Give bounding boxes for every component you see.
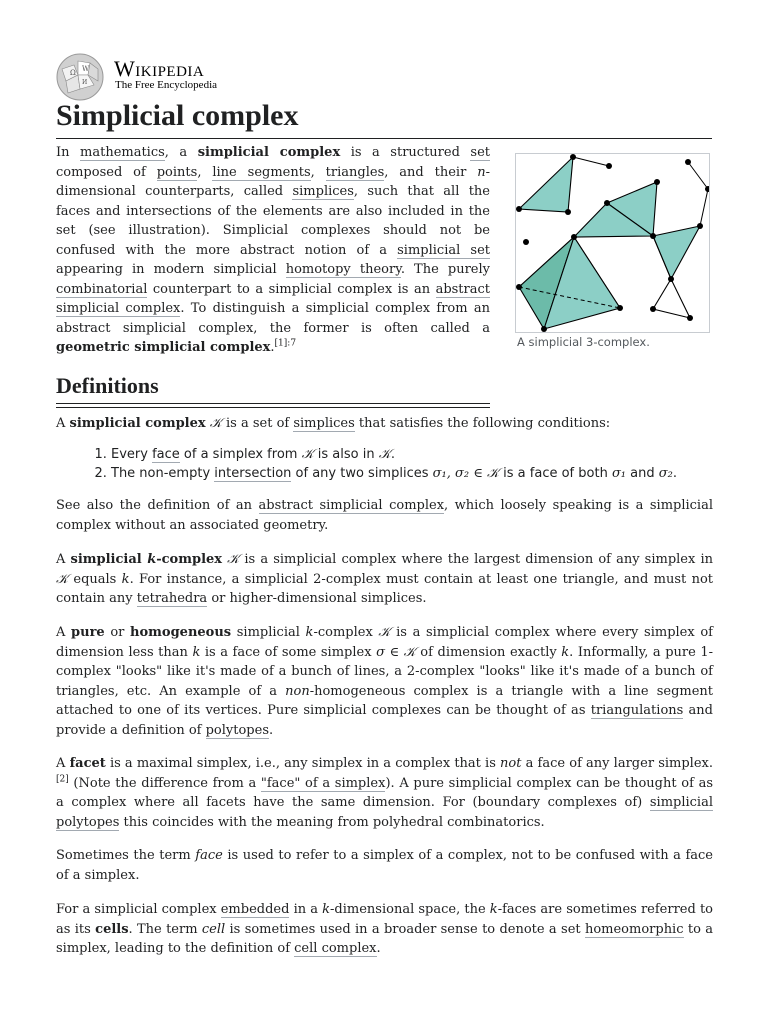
figure-caption: A simplicial 3-complex. — [517, 335, 650, 349]
wikipedia-wordmark[interactable]: Wikipedia — [114, 56, 205, 81]
cells-paragraph: For a simplicial complex embedded in a k-dimensional space, the k-faces are sometimes referred to as its cells. The term cell is sometimes used in a broader sense to denote a set homeomorphic to a simplex, leading to the definition of cell complex. — [56, 902, 713, 956]
svg-text:И: И — [82, 79, 88, 86]
edge-right-down — [700, 189, 708, 226]
link-points[interactable]: points — [156, 164, 198, 180]
definition-paragraph: A simplicial complex 𝒦 is a set of simplices that satisfies the following conditions: — [56, 416, 611, 431]
reference-1[interactable]: [1]:7 — [274, 338, 297, 349]
condition-1: 1. Every face of a simplex from 𝒦 is also in 𝒦. — [111, 445, 711, 464]
link-simplices[interactable]: simplices — [292, 184, 354, 199]
link-simplicial-polytopes[interactable]: simplicial polytopes — [56, 795, 713, 830]
reference-2[interactable]: [2] — [56, 774, 69, 785]
link-triangles[interactable]: triangles — [325, 164, 385, 180]
link-abstract-simplicial-complex[interactable]: abstract simplicial complex — [56, 281, 490, 316]
page-title: Simplicial complex — [56, 96, 712, 139]
triangle-top-left — [519, 157, 573, 212]
link-simplices-2[interactable]: simplices — [293, 416, 355, 431]
condition-2: 2. The non-empty intersection of any two simplices σ₁, σ₂ ∈ 𝒦 is a face of both σ₁ and σ₂. — [111, 464, 711, 483]
link-simplicial-set[interactable]: simplicial set — [397, 242, 490, 258]
pure-complex-paragraph: A pure or homogeneous simplicial k-complex 𝒦 is a simplicial complex where every simplex of dimension less than k is a face of some simplex σ ∈ 𝒦 of dimension exactly k. Informally, a pure 1-complex "looks" like it's made of a bunch of lines, a 2-complex "looks" like it's made of a bunch of triangles, etc. An example of a non-homogeneous complex is a triangle with a line segment attached to one of its vertices. Pure simplicial complexes can be thought of as triangulations and provide a definition of polytopes. — [56, 625, 714, 738]
link-homotopy-theory[interactable]: homotopy theory — [285, 262, 401, 277]
wikipedia-globe-icon[interactable] — [56, 53, 104, 101]
link-embedded[interactable]: embedded — [220, 902, 290, 917]
link-polytopes[interactable]: polytopes — [205, 722, 269, 738]
empty-triangle — [653, 279, 690, 318]
simplicial-complex-illustration[interactable] — [515, 153, 710, 333]
svg-text:Ω: Ω — [70, 69, 76, 77]
conditions-list — [56, 445, 711, 483]
link-line-segments[interactable]: line segments — [212, 164, 311, 180]
link-face[interactable]: face — [152, 447, 180, 462]
link-set[interactable]: set — [470, 145, 490, 160]
svg-text:W: W — [82, 65, 90, 73]
see-also-paragraph: See also the definition of an abstract simplicial complex, which loosely speaking is a simplicial complex without an associated geometry. — [56, 498, 714, 533]
face-term-paragraph: Sometimes the term face is used to refer to a simplex of a complex, not to be confused with a face of a simplex. — [56, 848, 713, 883]
intro-paragraph: In mathematics, a simplicial complex is a structured set composed of points, line segments, triangles, and their n-dimensional counterparts, called simplices, such that all the faces and intersections of the elements are also included in the set (see illustration). Simplicial complexes should not be confused with the more abstract notion of a simplicial set appearing in modern simplicial homotopy theory. The purely combinatorial counterpart to a simplicial complex is an abstract simplicial complex. To distinguish a simplicial complex from an abstract simplicial complex, the former is often called a geometric simplicial complex.$^{[1]:7}$ — [56, 145, 490, 355]
link-intersection[interactable]: intersection — [214, 466, 292, 481]
edge-top — [573, 157, 609, 166]
facet-paragraph: A facet is a maximal simplex, i.e., any simplex in a complex that is not a face of any larger simplex.[2] (Note the difference from a "face" of a simplex). A pure simplicial complex can be thought of as a complex where all facets have the same dimension. For (boundary complexes of) simplicial polytopes this coincides with the meaning from polyhedral combinatorics. — [56, 756, 713, 830]
link-abstract-simplicial-complex-2[interactable]: abstract simplicial complex — [258, 498, 445, 513]
link-combinatorial[interactable]: combinatorial — [56, 281, 148, 297]
link-face-of-simplex[interactable]: "face" of a simplex — [260, 775, 386, 791]
section-divider — [56, 407, 490, 408]
link-triangulations[interactable]: triangulations — [590, 703, 684, 718]
edge-far-right — [688, 162, 708, 189]
link-tetrahedra[interactable]: tetrahedra — [136, 591, 208, 606]
k-complex-paragraph: A simplicial k-complex 𝒦 is a simplicial complex where the largest dimension of any simplex in 𝒦 equals k. For instance, a simplicial 2-complex must contain at least one triangle, and must not contain any tetrahedra or higher-dimensional simplices. — [56, 552, 713, 606]
link-cell-complex[interactable]: cell complex — [294, 941, 377, 956]
link-homeomorphic[interactable]: homeomorphic — [584, 921, 684, 937]
link-mathematics[interactable]: mathematics — [80, 145, 165, 160]
wikipedia-tagline: The Free Encyclopedia — [115, 79, 218, 91]
section-heading-definitions: Definitions — [56, 372, 490, 404]
